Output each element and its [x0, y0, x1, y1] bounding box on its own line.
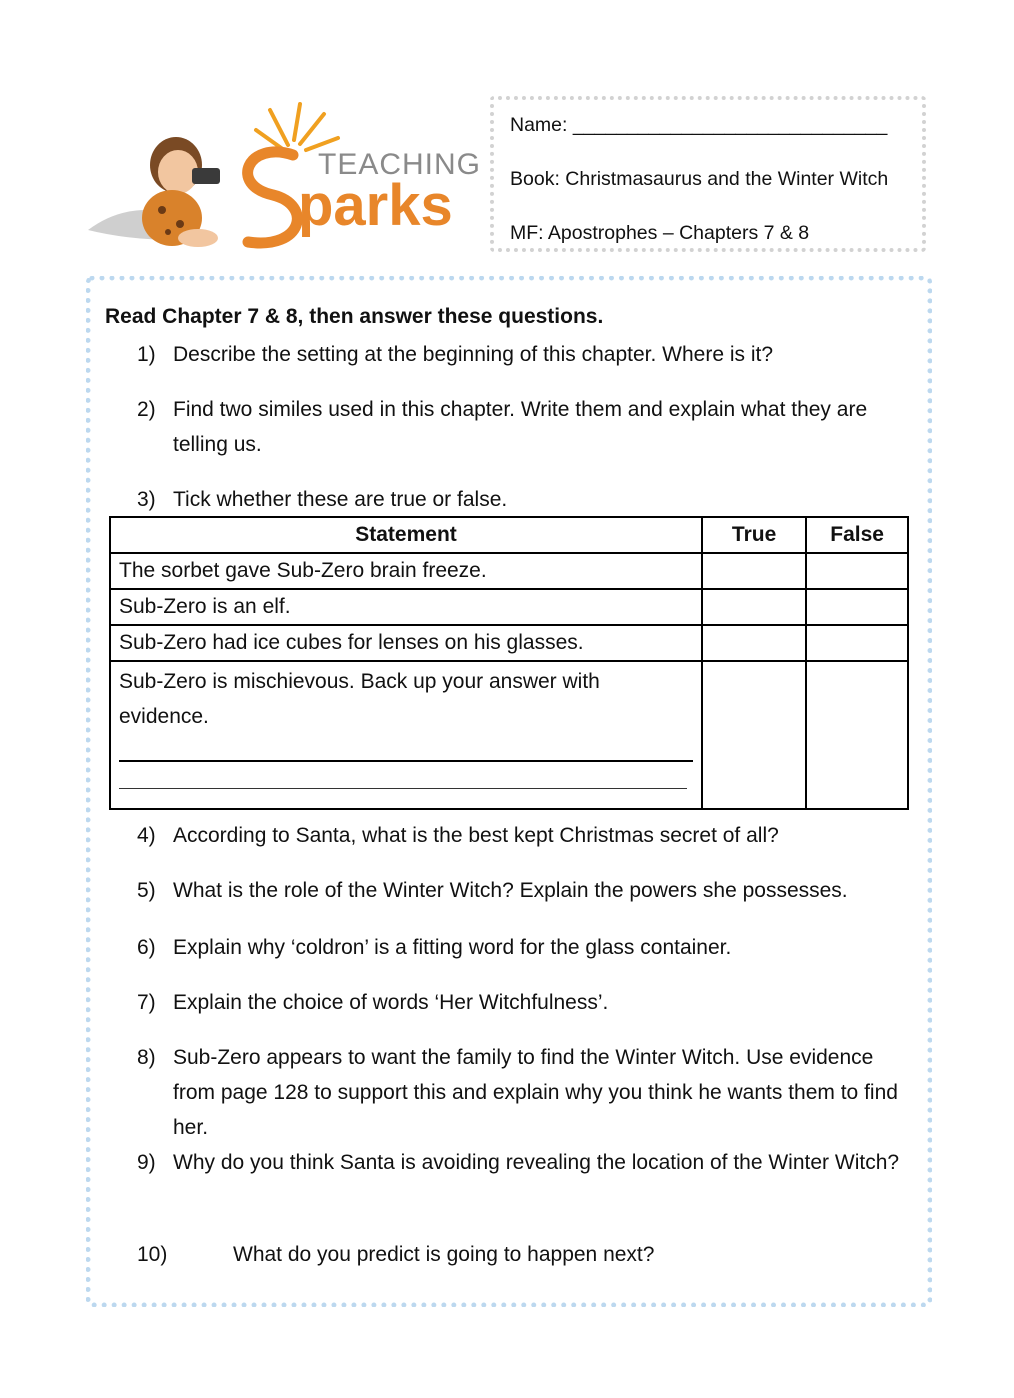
table-header-row	[110, 517, 908, 553]
name-blank[interactable]: _____________________________	[572, 114, 888, 136]
question-text: Sub-Zero appears to want the family to find the Winter Witch. Use evidence from page 128 to support this and explain why you think he wants them to find her.	[173, 1046, 898, 1139]
question-text: Describe the setting at the beginning of this chapter. Where is it?	[173, 343, 774, 366]
question-text: Find two similes used in this chapter. Write them and explain what they are telling us.	[173, 398, 868, 456]
question-9	[137, 1145, 907, 1180]
false-tick-cell[interactable]	[806, 625, 908, 661]
answer-line[interactable]	[119, 788, 687, 789]
question-number: 10)	[137, 1243, 168, 1266]
question-number: 5)	[137, 879, 156, 902]
mf-line: MF: Apostrophes – Chapters 7 & 8	[510, 222, 810, 244]
info-box	[490, 96, 926, 252]
statement-cell: Sub-Zero had ice cubes for lenses on his glasses.	[110, 625, 702, 661]
question-8	[137, 1040, 907, 1145]
logo-word-teaching: TEACHING	[318, 148, 478, 181]
question-text: What is the role of the Winter Witch? Explain the powers she possesses.	[173, 879, 848, 902]
true-false-table	[109, 516, 909, 810]
question-text: Explain the choice of words ‘Her Witchfulness’.	[173, 991, 609, 1014]
true-tick-cell[interactable]	[702, 625, 806, 661]
book-line: Book: Christmasaurus and the Winter Witch	[510, 168, 889, 190]
question-10	[137, 1237, 907, 1272]
question-number: 6)	[137, 936, 156, 959]
question-text: Tick whether these are true or false.	[173, 488, 508, 511]
true-tick-cell[interactable]	[702, 553, 806, 589]
header-false: False	[806, 517, 908, 553]
question-number: 3)	[137, 488, 156, 511]
statement-cell-with-evidence	[110, 661, 702, 809]
camera-icon	[192, 168, 220, 184]
question-6	[137, 930, 907, 965]
statement-cell: The sorbet gave Sub-Zero brain freeze.	[110, 553, 702, 589]
question-4	[137, 818, 907, 853]
answer-line-solid[interactable]	[119, 760, 693, 762]
question-number: 4)	[137, 824, 156, 847]
question-text: Why do you think Santa is avoiding revealing the location of the Winter Witch?	[173, 1151, 900, 1174]
question-7	[137, 985, 907, 1020]
question-number: 8)	[137, 1046, 156, 1069]
question-text: What do you predict is going to happen next?	[233, 1243, 655, 1266]
question-number: 7)	[137, 991, 156, 1014]
question-2	[137, 392, 907, 462]
header-statement: Statement	[110, 517, 702, 553]
statement-cell: Sub-Zero is an elf.	[110, 589, 702, 625]
false-tick-cell[interactable]	[806, 589, 908, 625]
table-row	[110, 589, 908, 625]
question-number: 1)	[137, 343, 156, 366]
true-tick-cell[interactable]	[702, 589, 806, 625]
question-3	[137, 482, 907, 517]
question-text: Explain why ‘coldron’ is a fitting word for the glass container.	[173, 936, 732, 959]
true-tick-cell[interactable]	[702, 661, 806, 809]
false-tick-cell[interactable]	[806, 661, 908, 809]
table-row	[110, 661, 908, 809]
question-number: 9)	[137, 1151, 156, 1174]
false-tick-cell[interactable]	[806, 553, 908, 589]
statement-text: Sub-Zero is mischievous. Back up your answer with evidence.	[119, 670, 600, 728]
header-true: True	[702, 517, 806, 553]
worksheet-box	[86, 276, 932, 1307]
name-label: Name:	[510, 114, 568, 136]
table-row	[110, 625, 908, 661]
logo-graphic	[88, 100, 478, 260]
logo-s-icon	[248, 152, 298, 243]
question-text: According to Santa, what is the best kept Christmas secret of all?	[173, 824, 779, 847]
question-number: 2)	[137, 398, 156, 421]
teaching-sparks-logo	[88, 100, 478, 260]
spark-rays-icon	[256, 104, 338, 150]
logo-word-sparks: parks	[298, 173, 453, 238]
name-line	[510, 112, 922, 166]
question-1	[137, 337, 907, 372]
table-row	[110, 553, 908, 589]
worksheet-heading: Read Chapter 7 & 8, then answer these questions.	[105, 305, 604, 328]
question-5	[137, 873, 907, 908]
